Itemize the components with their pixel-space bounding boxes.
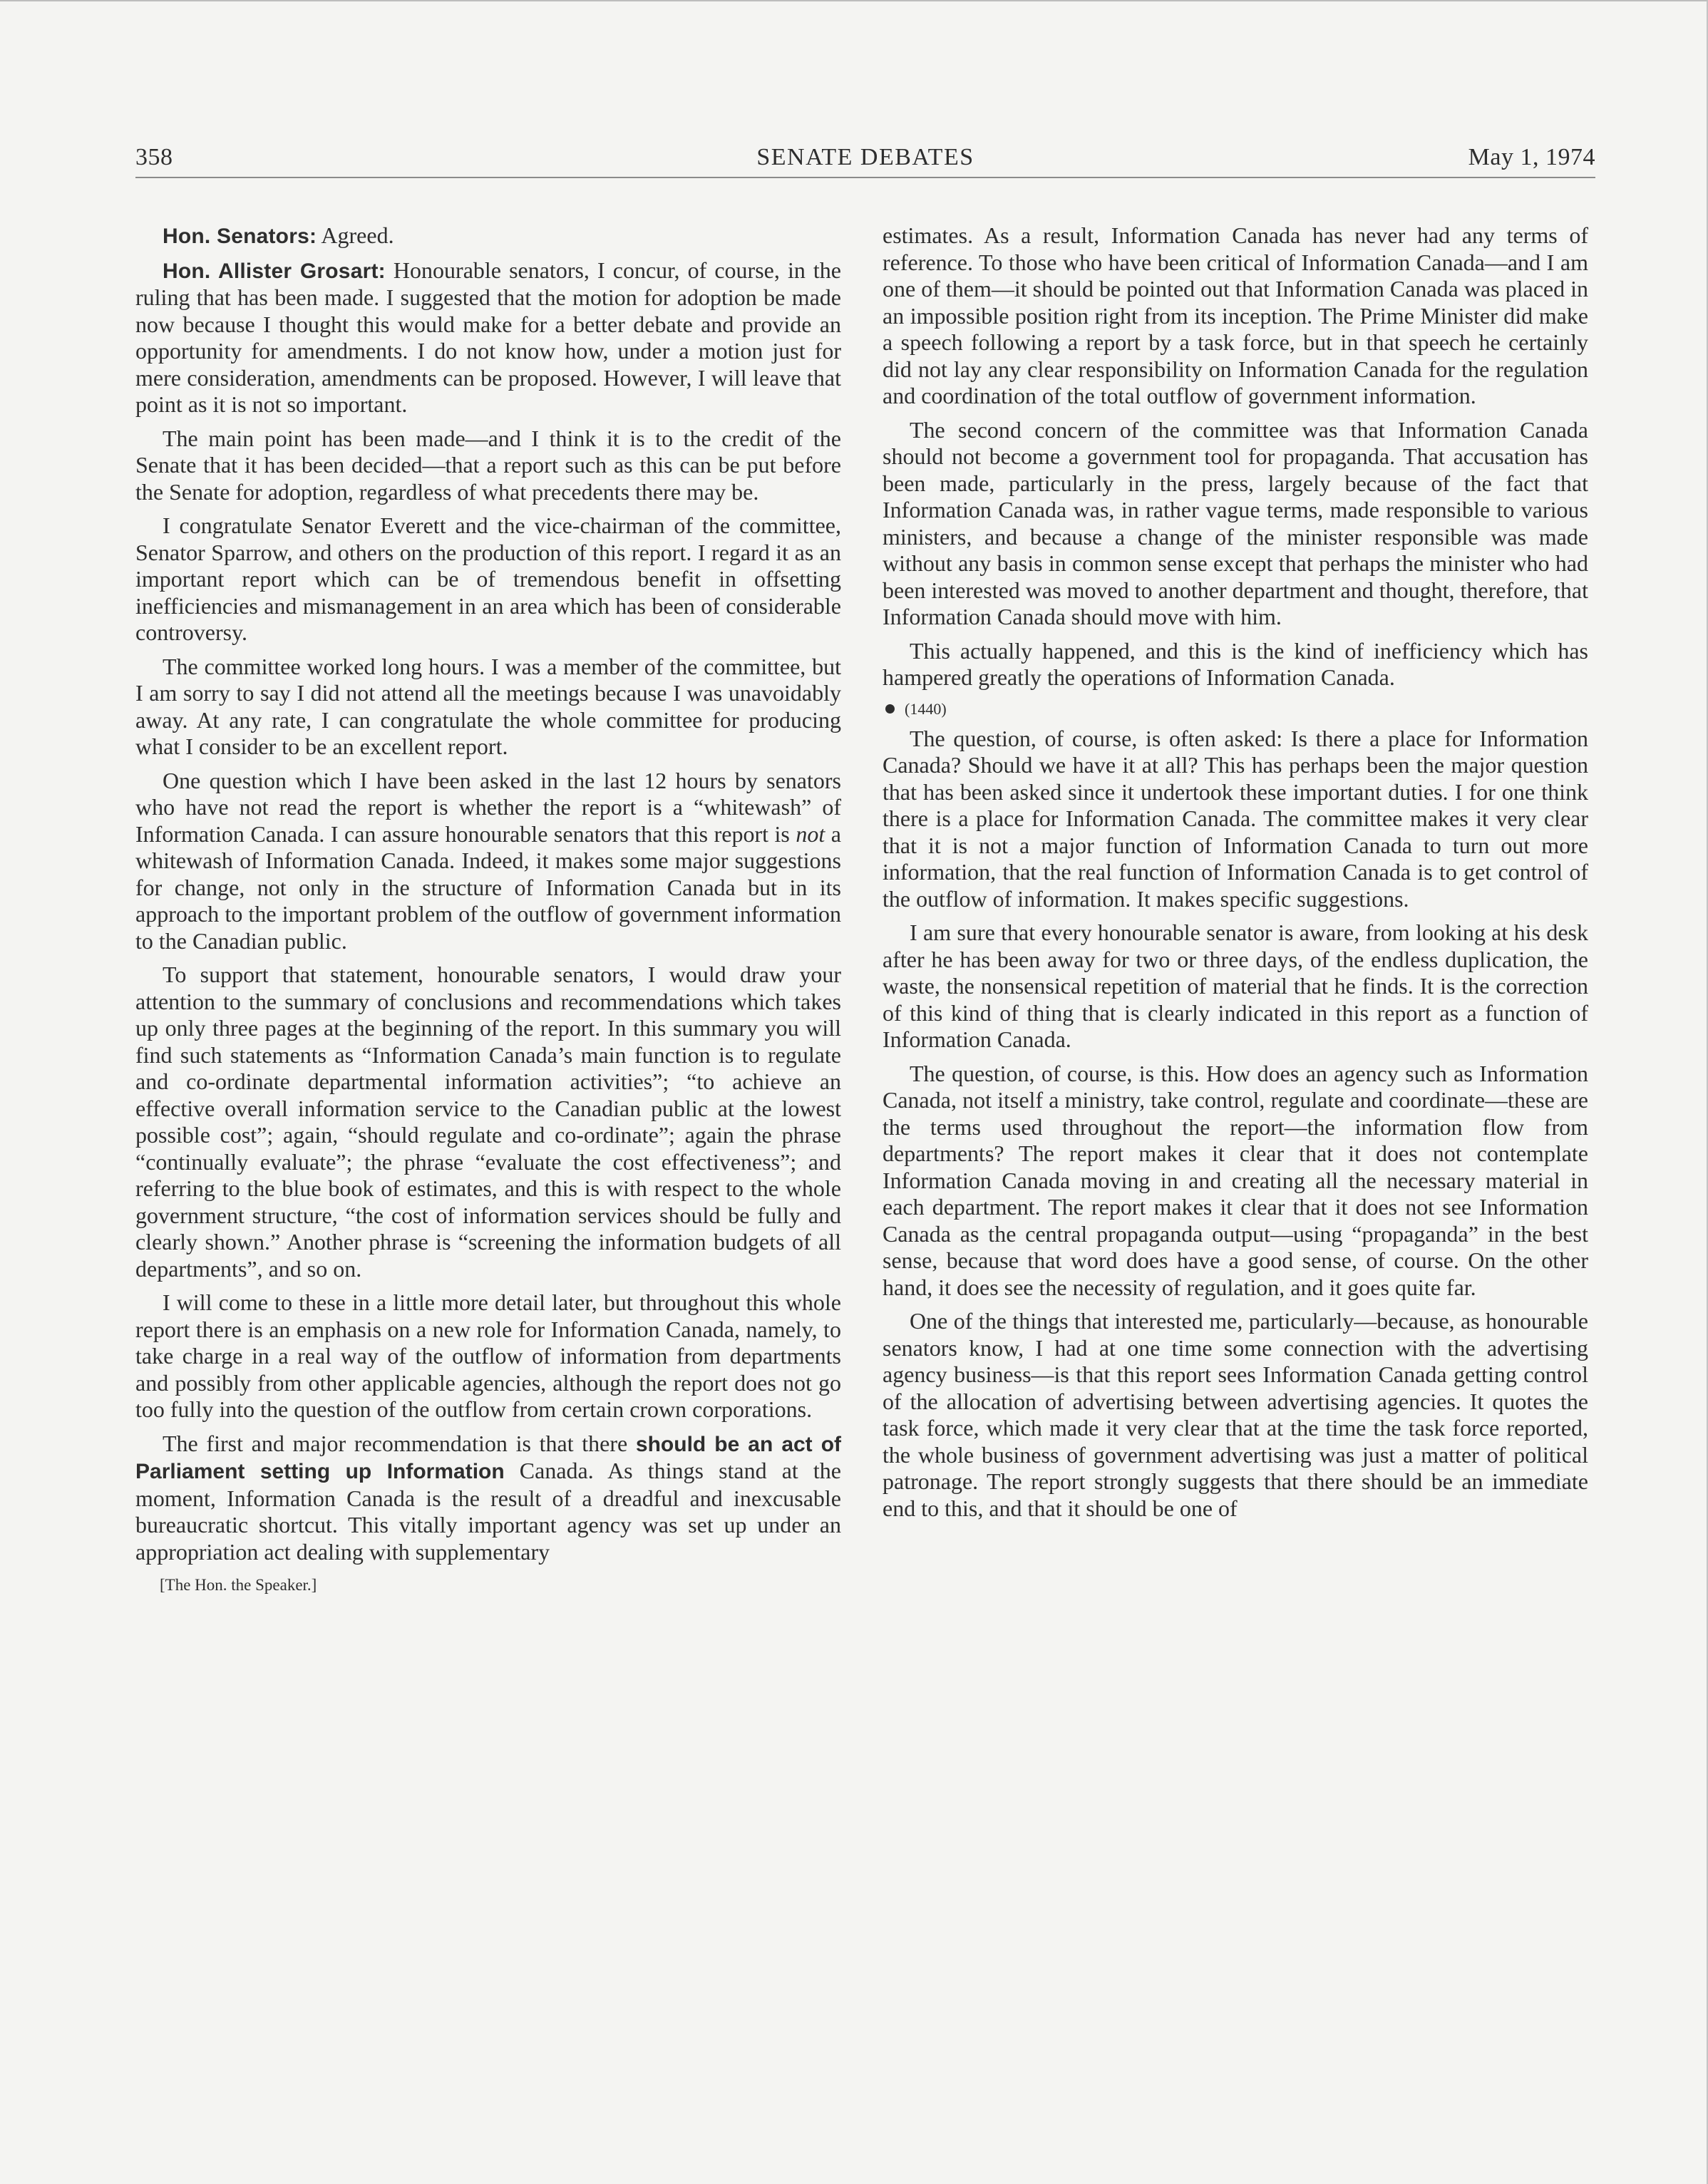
speech-text: One question which I have been asked in the last 12 hours by senators who have not read the report is whether the report is a “whitewash” of Information Canada. I can assure honourable senators that this report is (135, 767, 841, 847)
speaker-name: Hon. Senators: (163, 225, 317, 248)
paragraph: This actually happened, and this is the kind of inefficiency which has hampered greatly the operations of Information Canada. (883, 637, 1588, 690)
speech-text: a whitewash of Information Canada. Indeed, it makes some major suggestions for change, not only in the structure of Information Canada but in its approach to the important problem of the outflow of government information to the Canadian public. (135, 820, 842, 954)
paragraph: I congratulate Senator Everett and the vice-chairman of the committee, Senator Sparrow, and others on the production of this report. I regard it as an important report which can be of tremendous benefit in offsetting inefficiencies and mismanagement in an area which has been of considerable controversy. (135, 512, 841, 645)
speaker-footnote: [The Hon. the Speaker.] (160, 1576, 317, 1594)
issue-date: May 1, 1974 (1468, 144, 1595, 170)
left-column (135, 222, 841, 1595)
bold-recommendation: should be an act of Parliament setting up Information (135, 1432, 842, 1483)
speech-text: The first and major recommendation is that there (163, 1430, 636, 1456)
emphasis-text: not (796, 820, 825, 847)
time-marker (883, 699, 1588, 720)
paragraph: The second concern of the committee was that Information Canada should not become a government tool for propaganda. That accusation has been made, particularly in the press, largely because of the fact that Information Canada was, in rather vague terms, made responsible to various ministers, and because a change of the minister responsible was made without any basis in common sense except that perhaps the minister who had been interested was moved to another department and thought, therefore, that Information Canada should move with him. (883, 416, 1588, 629)
paragraph (135, 1431, 841, 1566)
paragraph: The committee worked long hours. I was a member of the committee, but I am sorry to say I did not attend all the meetings because I was unavoidably away. At any rate, I can congratulate the whole committee for producing what I consider to be an excellent report. (135, 653, 841, 759)
paragraph: The main point has been made—and I think it is to the credit of the Senate that it has been decided—that a report such as this can be put before the Senate for adoption, regardless of what precedents there may be. (135, 425, 841, 505)
page-number: 358 (135, 144, 173, 170)
paragraph: estimates. As a result, Information Canada has never had any terms of reference. To those who have been critical of Information Canada—and I am one of them—it should be pointed out that Information Canada was placed in an impossible position right from its inception. The Prime Minister did make a speech following a report by a task force, but in that speech he certainly did not lay any clear responsibility on Information Canada for the regulation and coordination of the total outflow of government information. (883, 222, 1588, 408)
paragraph: I am sure that every honourable senator is aware, from looking at his desk after he has been away for two or three days, of the endless duplication, the waste, the nonsensical repetition of material that he finds. It is the correction of this kind of thing that is clearly indicated in this report as a function of Information Canada. (883, 920, 1588, 1052)
paragraph (135, 257, 841, 418)
paragraph: The question, of course, is often asked: Is there a place for Information Canada? Should we have it at all? This has perhaps been the major question that has been asked since it undertook these important duties. I for one think there is a place for Information Canada. The committee makes it very clear that it is not a major function of Information Canada to turn out more information, that the real function of Information Canada is to get control of the outflow of information. It makes specific suggestions. (883, 725, 1588, 912)
speech-text: Canada. As things stand at the moment, Information Canada is the result of a dreadful and inexcusable bureaucratic shortcut. This vitally important agency was set up under an appropriation act dealing with supplementary (135, 1458, 842, 1565)
paragraph (135, 222, 841, 250)
running-header (135, 143, 1595, 178)
right-column (883, 222, 1588, 1529)
journal-title: SENATE DEBATES (756, 144, 974, 170)
paragraph: I will come to these in a little more detail later, but throughout this whole report there is an emphasis on a new role for Information Canada, namely, to take charge in a real way of the outflow of information from departments and possibly from other applicable agencies, although the report does not go too fully into the question of the outflow from certain crown corporations. (135, 1289, 841, 1422)
time-stamp: (1440) (905, 699, 947, 718)
bullet-icon (885, 704, 895, 714)
speaker-name: Hon. Allister Grosart: (163, 259, 386, 283)
speech-text: Honourable senators, I concur, of course, in the ruling that has been made. I suggested that the motion for adoption be made now because I thought this would make for a better debate and provide an opportunity for amendments. I do not know how, under a motion just for mere consideration, amendments can be proposed. However, I will leave that point as it is not so important. (135, 257, 842, 417)
paragraph (135, 768, 841, 955)
paragraph: To support that statement, honourable senators, I would draw your attention to the summary of conclusions and recommendations which takes up only three pages at the beginning of the report. In this summary you will find such statements as “Information Canada’s main function is to regulate and co-ordinate departmental information activities”; “to achieve an effective overall information service to the Canadian public at the lowest possible cost”; again, “should regulate and co-ordinate”; again the phrase “continually evaluate”; the phrase “evaluate the cost effectiveness”; and referring to the blue book of estimates, and this is with respect to the whole government structure, “the cost of information services should be fully and clearly shown.” Another phrase is “screening the information budgets of all departments”, and so on. (135, 962, 841, 1282)
paragraph: The question, of course, is this. How does an agency such as Information Canada, not itself a ministry, take control, regulate and coordinate—these are the terms used throughout the report—the information flow from departments? The report makes it clear that it does not contemplate Information Canada moving in and creating all the necessary material in each department. The report makes it clear that it does not see Information Canada as the central propaganda output—using “propaganda” in the best sense, because that word does have a good sense, of course. On the other hand, it does see the necessity of regulation, and it goes quite far. (883, 1060, 1588, 1300)
speech-text: Agreed. (317, 222, 394, 248)
paragraph: One of the things that interested me, particularly—because, as honourable senators know, I had at one time some connection with the advertising agency business—is that this report sees Information Canada getting control of the allocation of advertising between advertising agencies. It quotes the task force, which made it very clear that at the time the task force reported, the whole business of government advertising was just a matter of political patronage. The report strongly suggests that there should be an immediate end to this, and that it should be one of (883, 1308, 1588, 1521)
